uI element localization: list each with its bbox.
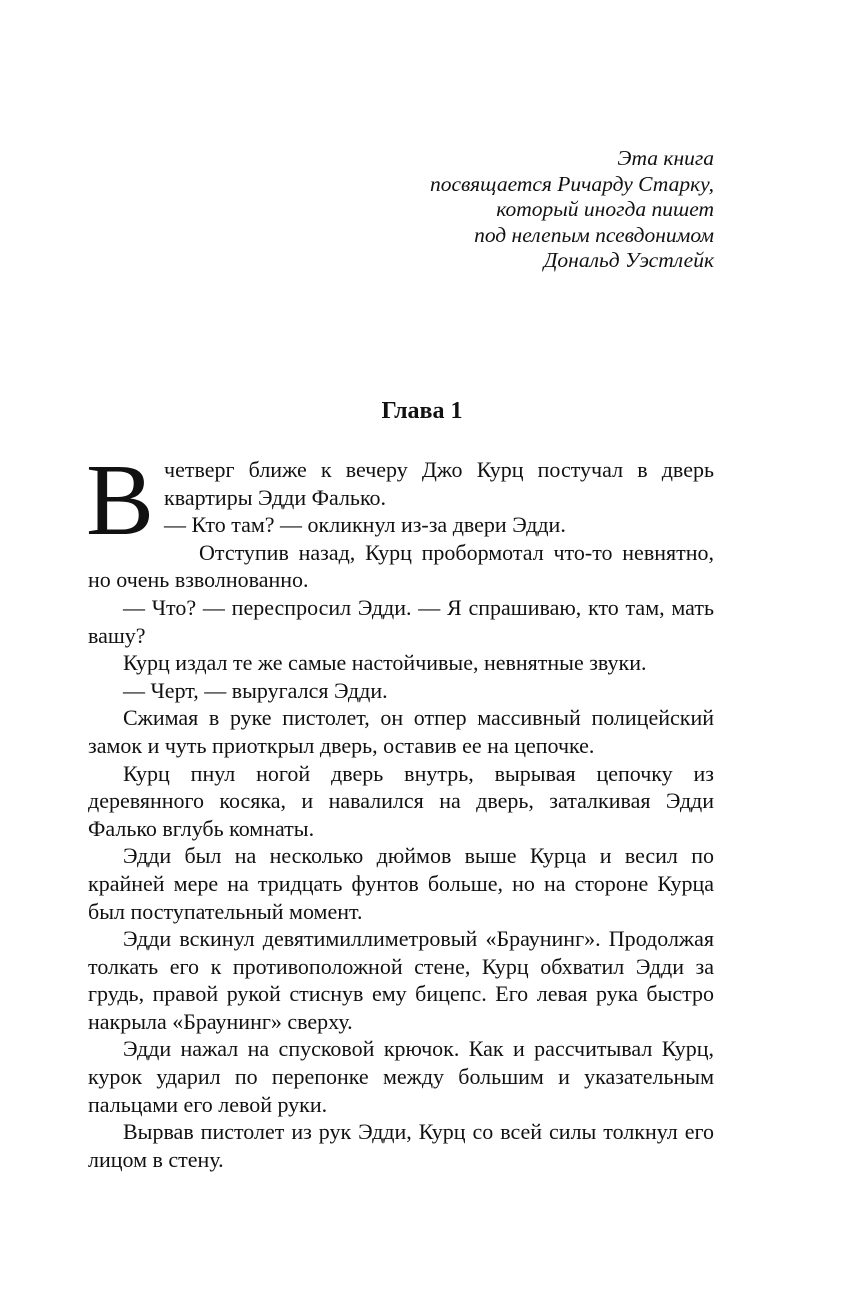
chapter-body	[86, 444, 714, 1173]
chapter-title: Глава 1	[381, 398, 463, 424]
dedication-line: Дональд Уэстлейк	[543, 248, 714, 272]
paragraph: Сжимая в руке пистолет, он отпер массивный полицейский замок и чуть приоткрыл дверь, оставив ее на цепочке.	[88, 705, 714, 758]
paragraph: — Кто там? — окликнул из-за двери Эдди.	[164, 512, 566, 538]
paragraph: Эдди был на несколько дюймов выше Курца и весил по крайней мере на тридцать фунтов больше, но на стороне Курца был поступательный момент.	[88, 843, 714, 924]
paragraph: Эдди нажал на спусковой крючок. Как и рассчитывал Курц, курок ударил по перепонке между большим и указательным пальцами его левой руки.	[88, 1036, 714, 1117]
paragraph: — Черт, — выругался Эдди.	[123, 677, 388, 703]
paragraph: Курц издал те же самые настойчивые, невнятные звуки.	[123, 650, 647, 676]
dedication-line: посвящается Ричарду Старку,	[429, 171, 714, 196]
paragraph: Эдди вскинул девятимиллиметровый «Браунинг». Продолжая толкать его к противоположной стене, Курц обхватил Эдди за грудь, правой рукой стиснув ему бицепс. Его левая рука быстро накрыла «Браунинг» сверху.	[88, 926, 714, 1034]
drop-cap: В	[86, 444, 155, 557]
dedication-line: Эта книга	[617, 146, 714, 170]
dedication	[430, 146, 714, 274]
paragraph: — Что? — переспросил Эдди. — Я спрашиваю, кто там, мать вашу?	[88, 594, 714, 648]
paragraph: Курц пнул ногой дверь внутрь, вырывая цепочку из деревянного косяка, и навалился на дверь, заталкивая Эдди Фалько вглубь комнаты.	[88, 760, 714, 841]
paragraph: Вырвав пистолет из рук Эдди, Курц со всей силы толкнул его лицом в стену.	[88, 1119, 714, 1172]
dedication-line: под нелепым псевдонимом	[474, 222, 714, 247]
paragraph: Отступив назад, Курц пробормотал что-то невнятно, но очень взволнованно.	[88, 539, 714, 593]
paragraph: четверг ближе к вечеру Джо Курц постучал в дверь квартиры Эдди Фалько.	[164, 457, 714, 510]
dedication-line: который иногда пишет	[496, 197, 714, 221]
